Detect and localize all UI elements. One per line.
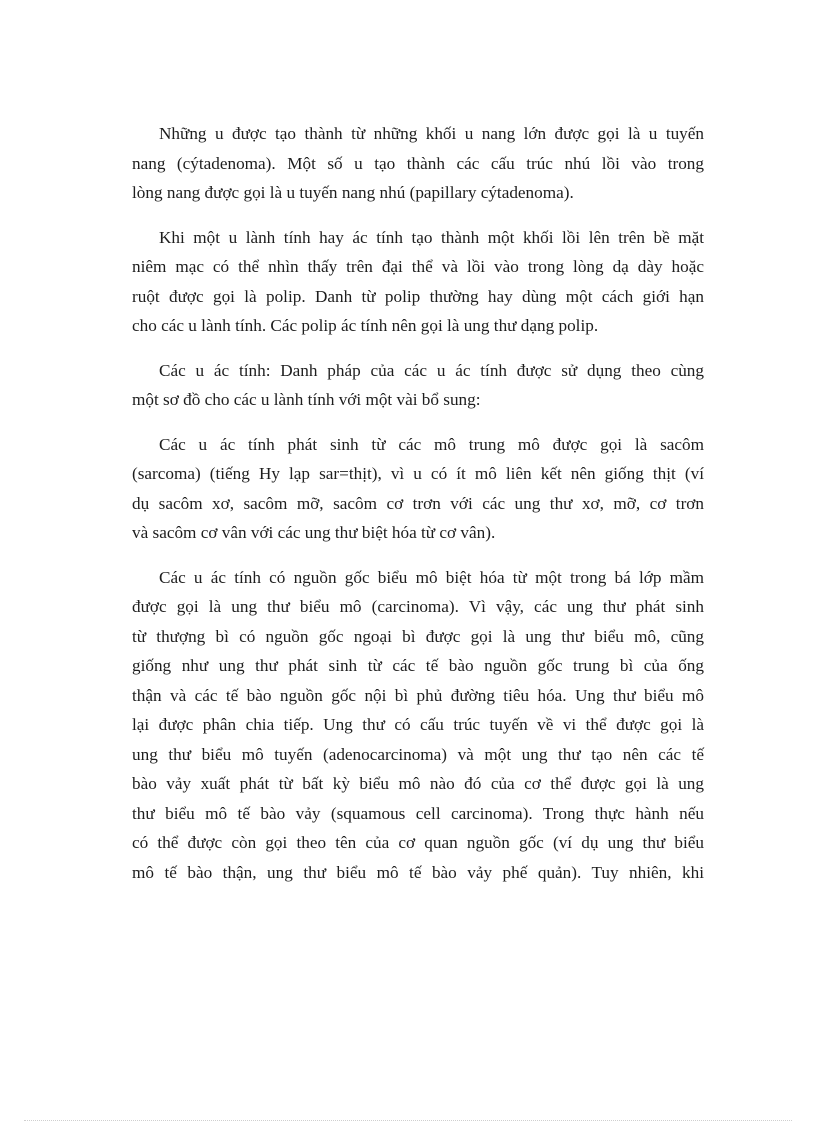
text-line: thư biểu mô tế bào vảy (squamous cell carcinoma). Trong thực hành nếu: [132, 803, 704, 823]
paragraph: [132, 119, 704, 208]
text-line: thận và các tế bào nguồn gốc nội bì phủ đường tiêu hóa. Ung thư biểu mô: [132, 685, 704, 705]
text-line: ruột được gọi là polip. Danh từ polip thường hay dùng một cách giới hạn: [132, 286, 704, 306]
text-line: (sarcoma) (tiếng Hy lạp sar=thịt), vì u có ít mô liên kết nên giống thịt (ví: [132, 464, 704, 483]
text-line: nang (cýtadenoma). Một số u tạo thành các cấu trúc nhú lồi vào trong: [132, 153, 704, 173]
text-line: giống như ung thư phát sinh từ các tế bào nguồn gốc trung bì của ống: [132, 656, 704, 675]
text-line: Các u ác tính có nguồn gốc biểu mô biệt hóa từ một trong bá lớp mầm: [159, 567, 704, 587]
text-line: Những u được tạo thành từ những khối u nang lớn được gọi là u tuyến: [159, 124, 704, 143]
paragraph: [132, 563, 704, 888]
text-line: bào vảy xuất phát từ bất kỳ biểu mô nào đó của cơ thể được gọi là ung: [132, 774, 704, 793]
text-line: Các u ác tính phát sinh từ các mô trung mô được gọi là sacôm: [159, 434, 704, 454]
text-line: Các u ác tính: Danh pháp của các u ác tính được sử dụng theo cùng: [159, 360, 704, 380]
text-line: cho các u lành tính. Các polip ác tính nên gọi là ung thư dạng polip.: [132, 316, 599, 335]
text-line: lòng nang được gọi là u tuyến nang nhú (papillary cýtadenoma).: [132, 183, 574, 202]
text-line: lại được phân chia tiếp. Ung thư có cấu trúc tuyến về vi thể được gọi là: [132, 715, 704, 734]
text-line: niêm mạc có thể nhìn thấy trên đại thể và lồi vào trong lòng dạ dày hoặc: [132, 257, 704, 276]
paragraph: [132, 430, 704, 548]
text-line: dụ sacôm xơ, sacôm mỡ, sacôm cơ trơn với các ung thư xơ, mỡ, cơ trơn: [132, 493, 704, 513]
text-line: ung thư biểu mô tuyến (adenocarcinoma) và một ung thư tạo nên các tế: [132, 744, 704, 764]
document-body: [132, 119, 704, 902]
text-line: có thể được còn gọi theo tên của cơ quan nguồn gốc (ví dụ ung thư biểu: [132, 833, 704, 852]
text-line: từ thượng bì có nguồn gốc ngoại bì được gọi là ung thư biểu mô, cũng: [132, 626, 704, 646]
text-line: Khi một u lành tính hay ác tính tạo thành một khối lồi lên trên bề mặt: [159, 227, 704, 247]
text-line: được gọi là ung thư biểu mô (carcinoma). Vì vậy, các ung thư phát sinh: [132, 597, 704, 616]
text-line: mô tế bào thận, ung thư biểu mô tế bào vảy phế quản). Tuy nhiên, khi: [132, 862, 704, 882]
text-line: và sacôm cơ vân với các ung thư biệt hóa từ cơ vân).: [132, 523, 496, 542]
page-bottom-divider: [24, 1120, 792, 1121]
text-line: một sơ đồ cho các u lành tính với một vài bổ sung:: [132, 390, 481, 409]
paragraph: [132, 223, 704, 341]
paragraph: [132, 356, 704, 415]
